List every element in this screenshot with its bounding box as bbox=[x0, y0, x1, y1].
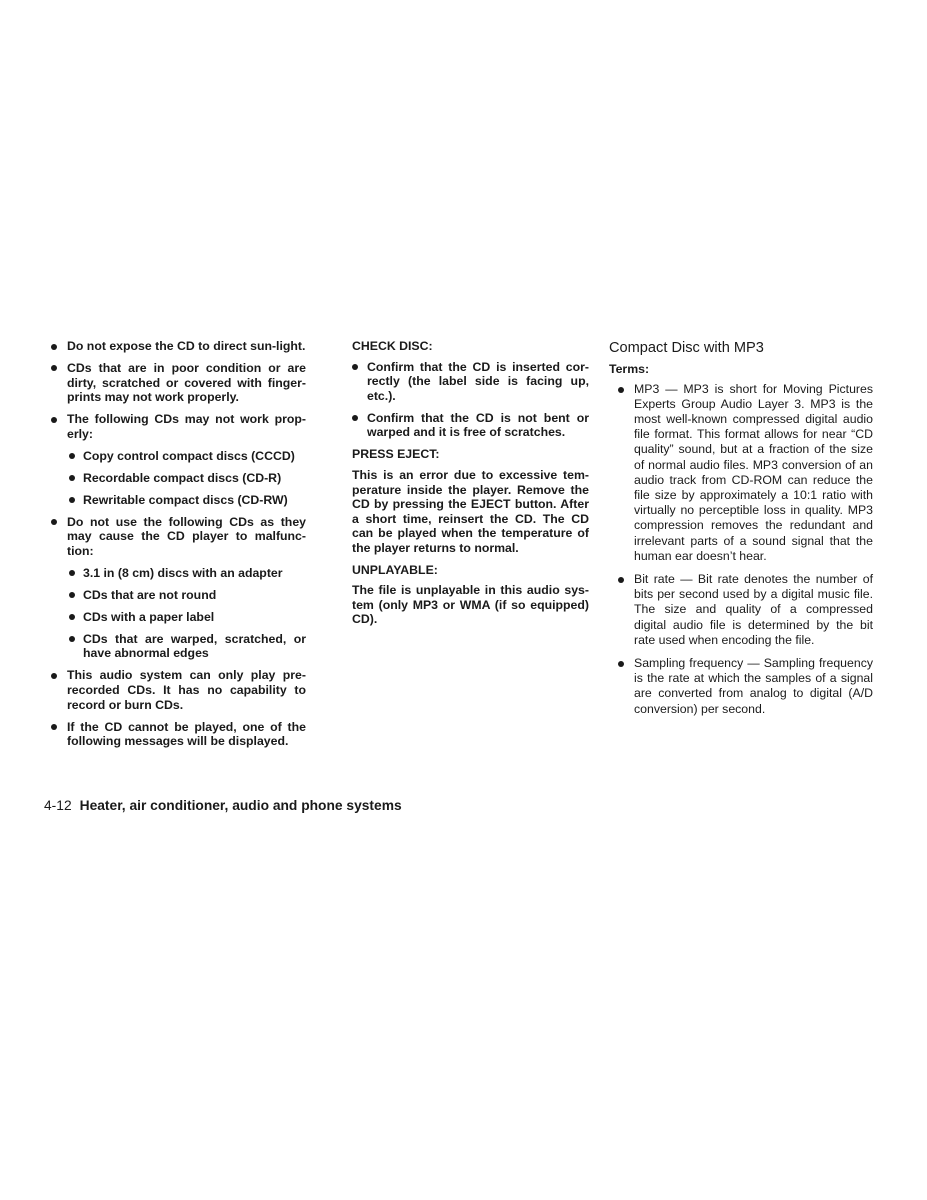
sub-list-item bbox=[50, 449, 306, 464]
sub-list-item bbox=[50, 632, 306, 661]
bullet-icon bbox=[51, 365, 57, 371]
press-eject-text: This is an error due to excessive tem-perature inside the player. Remove the CD by pressing the EJECT button. After a short time, reinsert the CD. The CD can be played when the temperature of the player returns to normal. bbox=[352, 467, 589, 555]
list-item-text: 3.1 in (8 cm) discs with an adapter bbox=[83, 565, 283, 580]
sub-list-item bbox=[50, 566, 306, 581]
sub-list-item bbox=[50, 471, 306, 486]
list-item-text: CDs with a paper label bbox=[83, 609, 215, 624]
page-footer bbox=[44, 798, 402, 814]
list-item-text: Rewritable compact discs (CD-RW) bbox=[83, 492, 288, 507]
bullet-icon bbox=[69, 570, 75, 576]
section-title: Compact Disc with MP3 bbox=[609, 340, 764, 356]
bullet-icon bbox=[69, 453, 75, 459]
list-item bbox=[50, 720, 306, 749]
list-item-text: This audio system can only play pre-recorded CDs. It has no capability to record or burn CDs. bbox=[67, 668, 306, 712]
term-item bbox=[609, 382, 873, 564]
column-mp3-terms bbox=[609, 339, 873, 725]
column-cd-precautions bbox=[50, 339, 306, 756]
list-item bbox=[50, 668, 306, 712]
sub-list-item bbox=[50, 493, 306, 508]
sub-list-item bbox=[50, 610, 306, 625]
bullet-icon bbox=[51, 724, 57, 730]
list-item bbox=[50, 515, 306, 559]
bullet-icon bbox=[69, 614, 75, 620]
list-item-text: Confirm that the CD is inserted cor-rectly (the label side is facing up, etc.). bbox=[367, 359, 589, 403]
list-item-text: The following CDs may not work prop-erly: bbox=[67, 412, 306, 441]
terms-label: Terms: bbox=[609, 362, 650, 376]
unplayable-heading: UNPLAYABLE: bbox=[352, 562, 438, 577]
bullet-icon bbox=[69, 497, 75, 503]
press-eject-heading: PRESS EJECT: bbox=[352, 447, 440, 462]
bullet-icon bbox=[51, 417, 57, 423]
footer-section-title: Heater, air conditioner, audio and phone systems bbox=[79, 798, 402, 813]
bullet-icon bbox=[69, 592, 75, 598]
bullet-icon bbox=[618, 577, 624, 583]
bullet-icon bbox=[51, 519, 57, 525]
list-item-text: Do not use the following CDs as they may cause the CD player to malfunc-tion: bbox=[67, 514, 306, 558]
list-item-text: CDs that are warped, scratched, or have abnormal edges bbox=[83, 631, 306, 661]
list-item-text: Do not expose the CD to direct sun-light. bbox=[67, 339, 306, 353]
column-error-messages bbox=[352, 339, 589, 634]
bullet-icon bbox=[51, 673, 57, 679]
list-item-text: CDs that are not round bbox=[83, 587, 217, 602]
term-item bbox=[609, 572, 873, 648]
list-item bbox=[50, 361, 306, 405]
bullet-icon bbox=[51, 344, 57, 350]
list-item bbox=[352, 360, 589, 404]
list-item bbox=[352, 411, 589, 440]
bullet-icon bbox=[69, 475, 75, 481]
term-text: Bit rate — Bit rate denotes the number of bits per second used by a digital music file. The size and quality of a compressed digital audio file is determined by the bit rate used when encoding the file. bbox=[634, 572, 873, 647]
list-item-text: Copy control compact discs (CCCD) bbox=[83, 448, 295, 463]
check-disc-heading: CHECK DISC: bbox=[352, 339, 433, 353]
term-text: Sampling frequency — Sampling frequency is the rate at which the samples of a signal are converted from analog to digital (A/D conversion) per second. bbox=[634, 656, 873, 716]
page-number: 4-12 bbox=[44, 798, 72, 813]
bullet-icon bbox=[352, 364, 358, 370]
bullet-icon bbox=[618, 661, 624, 667]
list-item-text: If the CD cannot be played, one of the following messages will be displayed. bbox=[67, 719, 306, 749]
unplayable-text: The file is unplayable in this audio sys-tem (only MP3 or WMA (if so equipped) CD). bbox=[352, 583, 589, 627]
list-item bbox=[50, 339, 306, 354]
sub-list-item bbox=[50, 588, 306, 603]
bullet-icon bbox=[618, 387, 624, 393]
bullet-icon bbox=[352, 415, 358, 421]
term-text: MP3 — MP3 is short for Moving Pictures Experts Group Audio Layer 3. MP3 is the most well-known compressed digital audio file format. This format allows for near “CD quality” sound, but at a fraction of the size of normal audio files. MP3 conversion of an audio track from CD-ROM can reduce the file size by approximately a 10:1 ratio with virtually no perceptible loss in quality. MP3 compression removes the redundant and irrelevant parts of a sound signal that the human ear doesn’t hear. bbox=[634, 381, 873, 563]
list-item-text: Confirm that the CD is not bent or warped and it is free of scratches. bbox=[367, 410, 589, 440]
bullet-icon bbox=[69, 636, 75, 642]
term-item bbox=[609, 656, 873, 717]
list-item-text: Recordable compact discs (CD-R) bbox=[83, 470, 282, 485]
list-item-text: CDs that are in poor condition or are dirty, scratched or covered with finger-prints may not work properly. bbox=[67, 360, 306, 405]
list-item bbox=[50, 412, 306, 441]
